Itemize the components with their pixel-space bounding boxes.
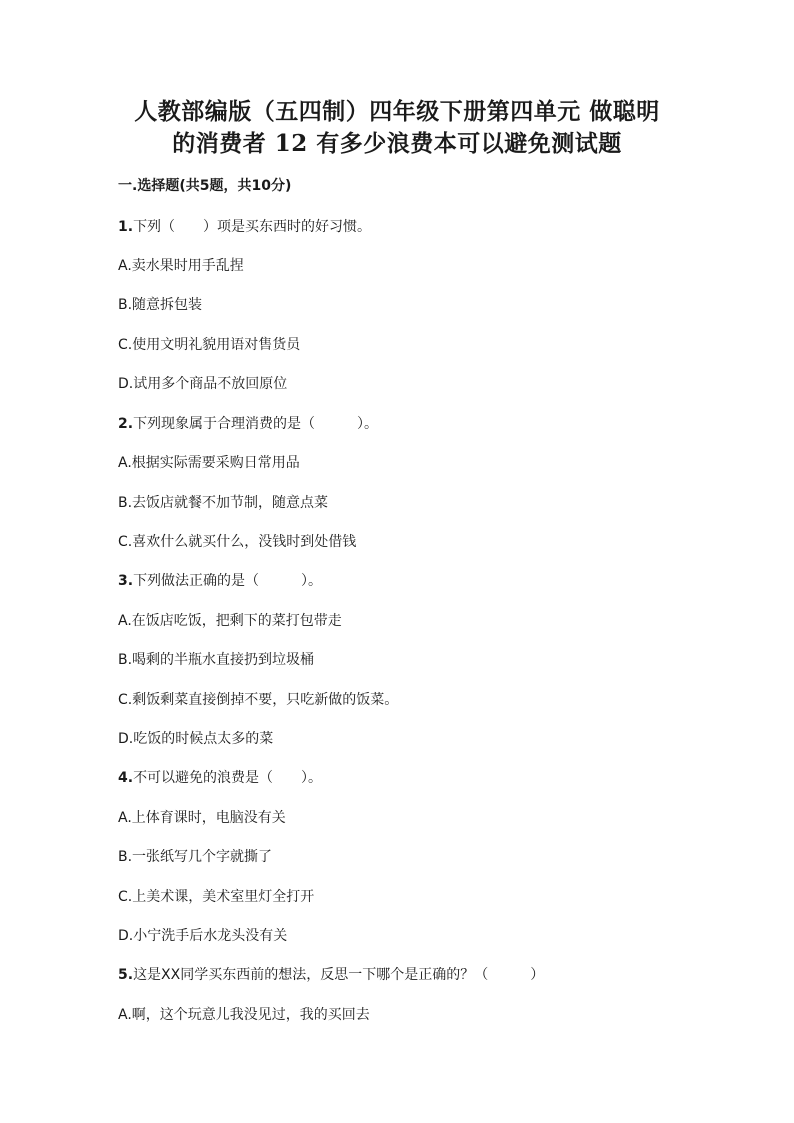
question-number: 3. [118, 573, 134, 589]
question-1-option-d: D.试用多个商品不放回原位 [118, 376, 288, 392]
question-1-option-c: C.使用文明礼貌用语对售货员 [118, 337, 301, 353]
question-2 [118, 414, 378, 434]
question-3-option-c: C.剩饭剩菜直接倒掉不要，只吃新做的饭菜。 [118, 692, 399, 708]
question-4-option-d: D.小宁洗手后水龙头没有关 [118, 928, 288, 944]
question-4-option-b: B.一张纸写几个字就撕了 [118, 849, 273, 865]
question-text: 下列现象属于合理消费的是（ ）。 [133, 416, 379, 432]
question-1-option-b: B.随意拆包装 [118, 297, 203, 313]
question-text: 下列（ ）项是买东西时的好习惯。 [133, 219, 372, 235]
question-text: 不可以避免的浪费是（ ）。 [133, 770, 323, 786]
question-5-option-a: A.啊，这个玩意儿我没见过，我的买回去 [118, 1007, 370, 1023]
question-3 [118, 571, 322, 591]
question-3-option-d: D.吃饭的时候点太多的菜 [118, 731, 274, 747]
question-4-option-a: A.上体育课时，电脑没有关 [118, 810, 286, 826]
document-title-line-2: 的消费者 12 有多少浪费本可以避免测试题 [172, 130, 622, 157]
question-4-option-c: C.上美术课，美术室里灯全打开 [118, 889, 315, 905]
question-2-option-b: B.去饭店就餐不加节制，随意点菜 [118, 495, 329, 511]
question-3-option-b: B.喝剩的半瓶水直接扔到垃圾桶 [118, 652, 315, 668]
question-number: 1. [118, 219, 134, 235]
document-title-line-1: 人教部编版（五四制）四年级下册第四单元 做聪明 [134, 98, 660, 125]
question-1-option-a: A.卖水果时用手乱捏 [118, 258, 244, 274]
question-2-option-a: A.根据实际需要采购日常用品 [118, 455, 300, 471]
question-text: 这是XX同学买东西前的想法，反思一下哪个是正确的？（ ） [133, 967, 545, 983]
question-number: 4. [118, 770, 134, 786]
question-4 [118, 768, 322, 788]
question-1 [118, 217, 371, 237]
question-number: 2. [118, 416, 134, 432]
section-heading: 一.选择题(共5题，共10分) [118, 178, 292, 194]
question-5 [118, 965, 544, 985]
question-number: 5. [118, 967, 134, 983]
question-text: 下列做法正确的是（ ）。 [133, 573, 323, 589]
question-2-option-c: C.喜欢什么就买什么，没钱时到处借钱 [118, 534, 357, 550]
question-3-option-a: A.在饭店吃饭，把剩下的菜打包带走 [118, 613, 342, 629]
